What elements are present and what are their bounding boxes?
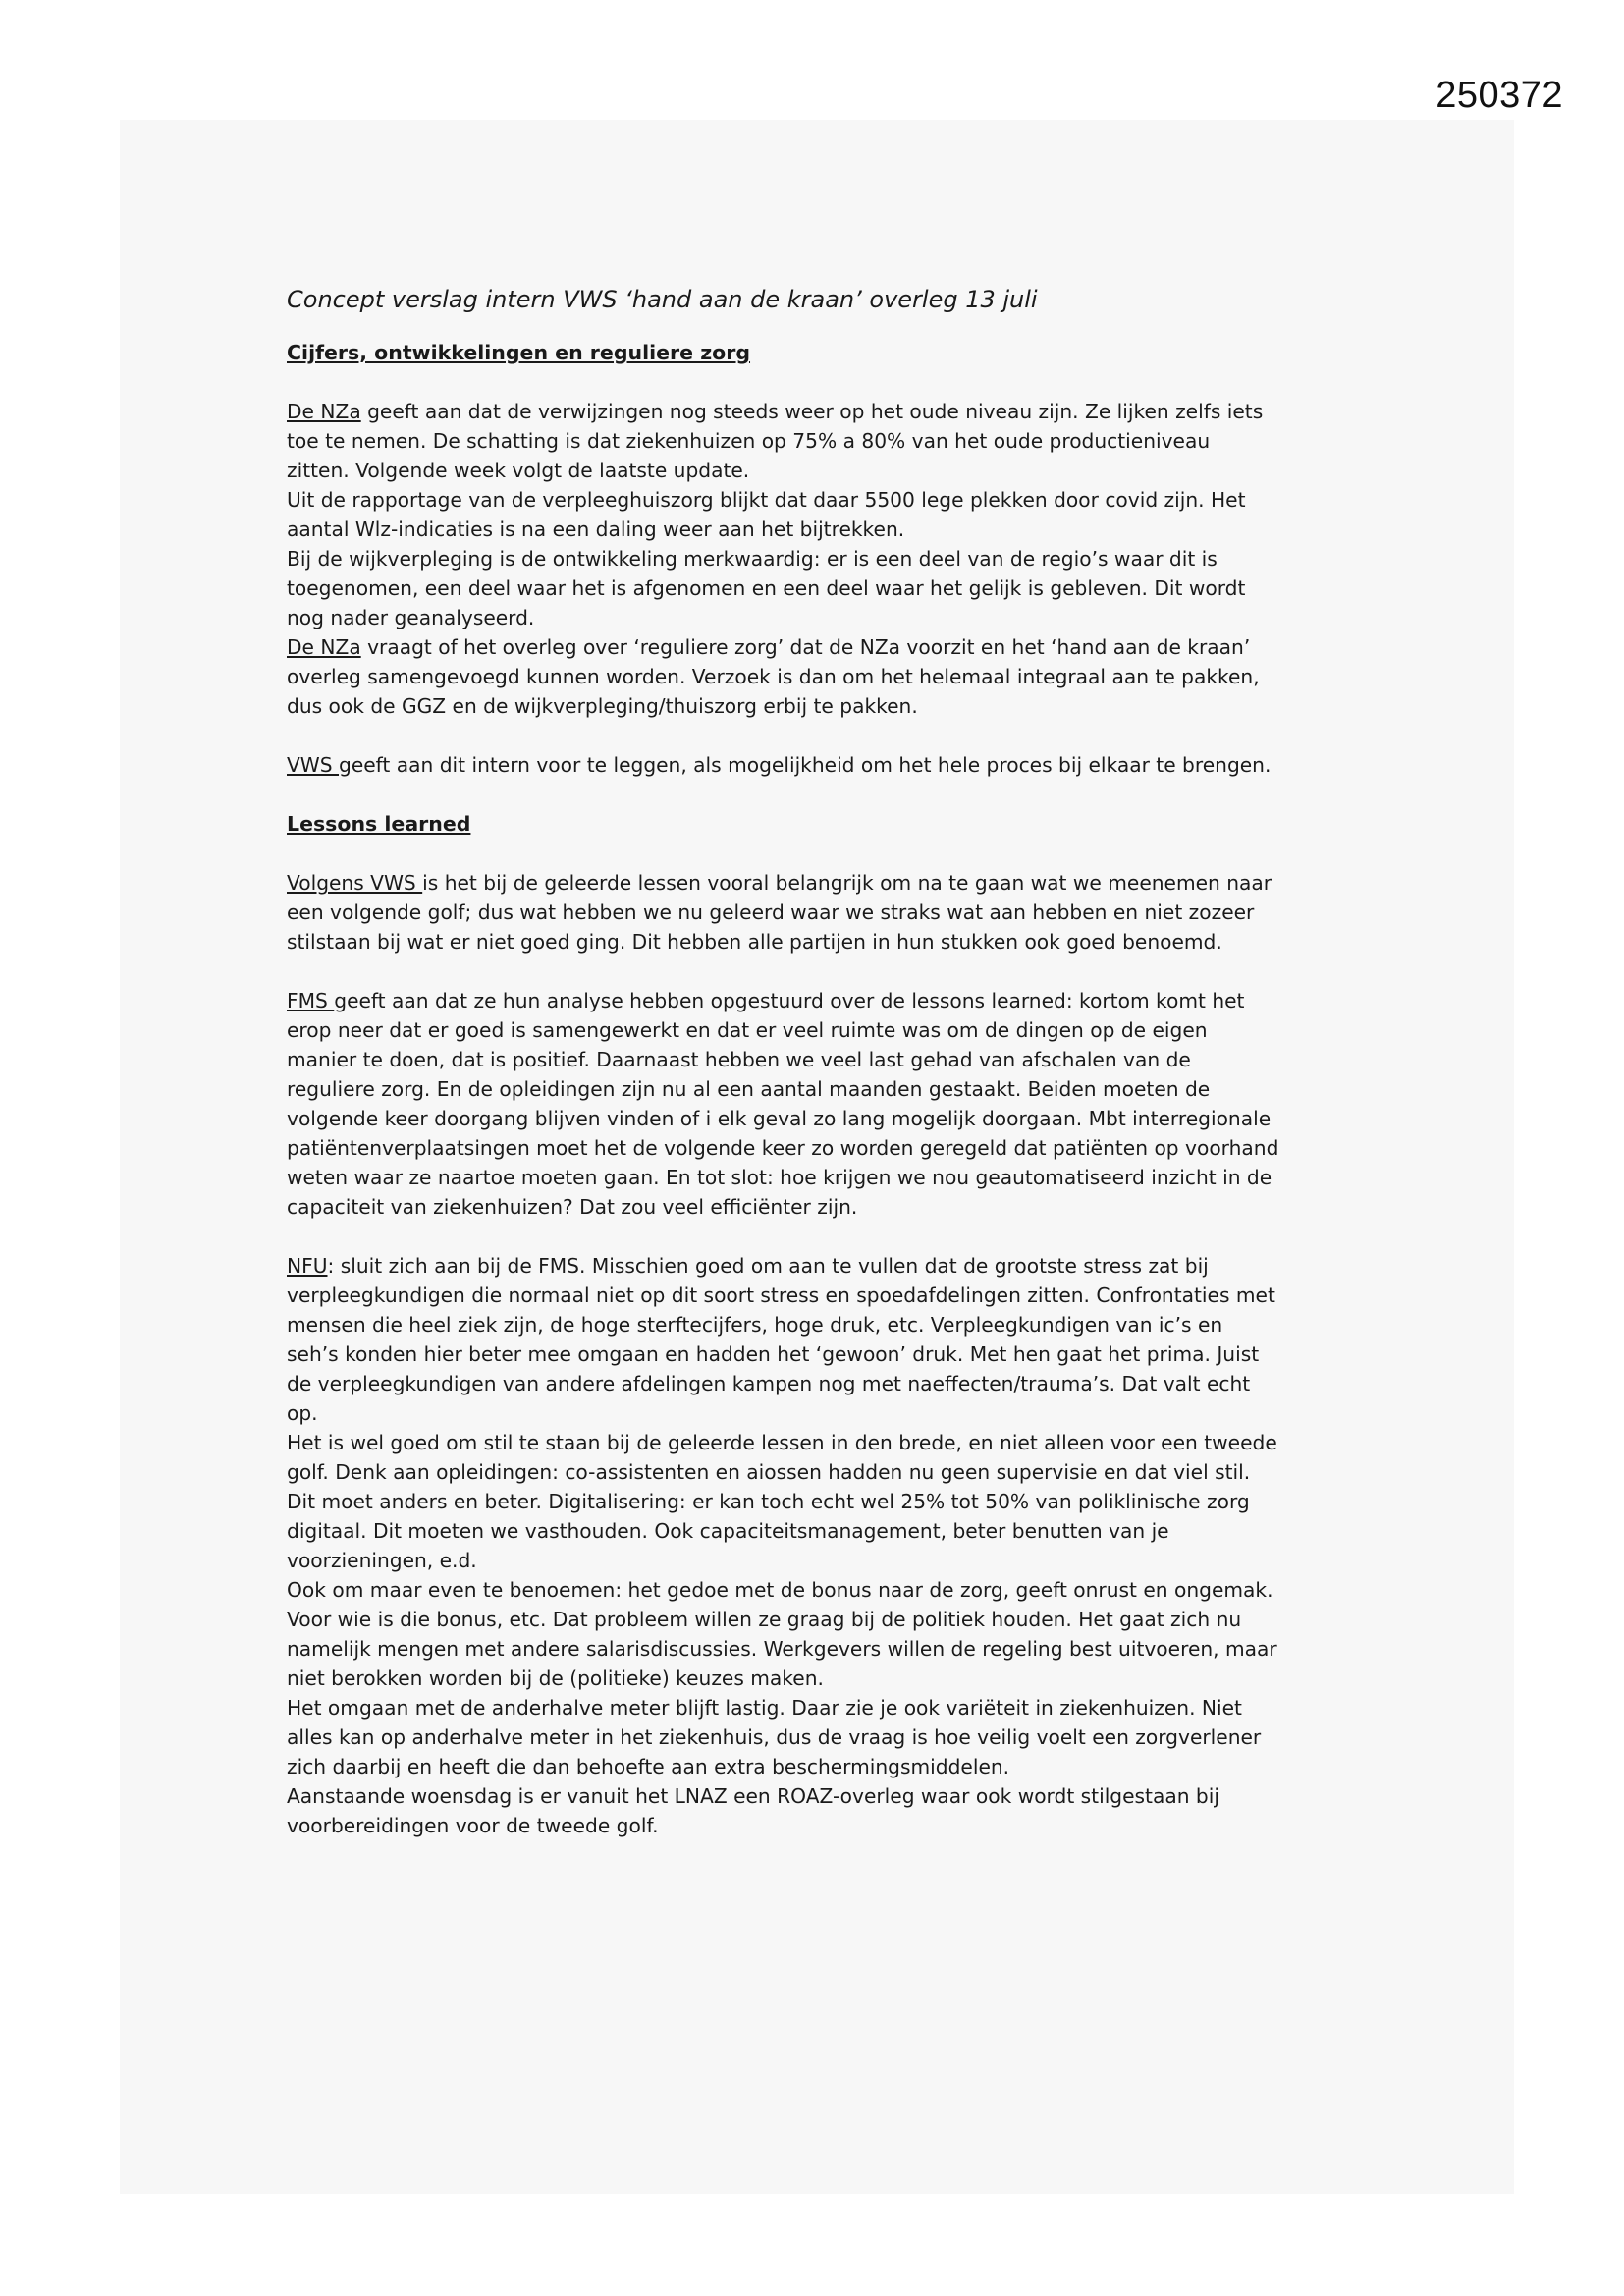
paragraph-text: is het bij de geleerde lessen vooral belangrijk om na te gaan wat we meenemen naar een volgende golf; dus wat hebben we nu geleerd waar we straks wat aan hebben en niet zozeer stilstaan bij wat er niet goed ging. Dit hebben alle partijen in hun stukken ook goed benoemd. — [287, 871, 1272, 954]
section-heading-lessons: Lessons learned — [287, 812, 471, 836]
paragraph-nfu — [287, 1251, 1357, 1840]
speaker-label: VWS — [287, 753, 340, 777]
paragraph-text: geeft aan dit intern voor te leggen, als mogelijkheid om het hele proces bij elkaar te brengen. — [339, 753, 1272, 777]
paragraph-nza-overleg — [287, 632, 1357, 721]
paragraph-text: vraagt of het overleg over ‘reguliere zorg’ dat de NZa voorzit en het ‘hand aan de kraan’ overleg samengevoegd kunnen worden. Verzoek is dan om het helemaal integraal aan te pakken, dus ook de GGZ en de wijkverpleging/thuiszorg erbij te pakken. — [287, 635, 1260, 718]
speaker-label: De NZa — [287, 635, 361, 659]
paragraph-text: geeft aan dat ze hun analyse hebben opgestuurd over de lessons learned: kortom komt het erop neer dat er goed is samengewerkt en dat er veel ruimte was om de dingen op de eigen manier te doen, dat is positief. Daarnaast hebben we veel last gehad van afschalen van de reguliere zorg. En de opleidingen zijn nu al een aantal maanden gestaakt. Beiden moeten de volgende keer doorgang blijven vinden of i elk geval zo lang mogelijk doorgaan. Mbt interregionale patiëntenverplaatsingen moet het de volgende keer zo worden geregeld dat patiënten op voorhand weten waar ze naartoe moeten gaan. En tot slot: hoe krijgen we nou geautomatiseerd inzicht in de capaciteit van ziekenhuizen? Dat zou veel efficiënter zijn. — [287, 989, 1279, 1219]
document-title: Concept verslag intern VWS ‘hand aan de kraan’ overleg 13 juli — [287, 286, 1038, 313]
paragraph-text: : sluit zich aan bij de FMS. Misschien goed om aan te vullen dat de grootste stress zat bij verpleegkundigen die normaal niet op dit soort stress en spoedafdelingen zitten. Confrontaties met mensen die heel ziek zijn, de hoge sterftecijfers, hoge druk, etc. Verpleegkundigen van ic’s en seh’s konden hier beter mee omgaan en hadden het ‘gewoon’ druk. Met hen gaat het prima. Juist de verpleegkundigen van andere afdelingen kampen nog met naeffecten/trauma’s. Dat valt echt op. Het is wel goed om stil te staan bij de geleerde lessen in den brede, en niet alleen voor een tweede golf. Denk aan opleidingen: co-assistenten en aiossen hadden nu geen supervisie en dat viel stil. Dit moet anders en beter. Digitalisering: er kan toch echt wel 25% tot 50% van poliklinische zorg digitaal. Dit moeten we vasthouden. Ook capaciteitsmanagement, beter benutten van je voorzieningen, e.d. Ook om maar even te benoemen: het gedoe met de bonus naar de zorg, geeft onrust en ongemak. Voor wie is die bonus, etc. Dat probleem willen ze graag bij de politiek houden. Het gaat zich nu namelijk mengen met andere salarisdiscussies. Werkgevers willen de regeling best uitvoeren, maar niet berokken worden bij de (politieke) keuzes maken. Het omgaan met de anderhalve meter blijft lastig. Daar zie je ook variëteit in ziekenhuizen. Niet alles kan op anderhalve meter in het ziekenhuis, dus de vraag is hoe veilig voelt een zorgverlener zich daarbij en heeft die dan behoefte aan extra beschermingsmiddelen. Aanstaande woensdag is er vanuit het LNAZ een ROAZ-overleg waar ook wordt stilgestaan bij voorbereidingen voor de tweede golf. — [287, 1254, 1277, 1837]
section-heading-cijfers: Cijfers, ontwikkelingen en reguliere zorg — [287, 341, 751, 364]
speaker-label: FMS — [287, 989, 335, 1012]
paragraph-volgens-vws — [287, 868, 1357, 957]
paragraph-nza-verwijzingen — [287, 397, 1357, 632]
paragraph-fms — [287, 986, 1357, 1222]
document-number: 250372 — [1435, 75, 1563, 116]
paragraph-text: geeft aan dat de verwijzingen nog steeds weer op het oude niveau zijn. Ze lijken zelfs iets toe te nemen. De schatting is dat ziekenhuizen op 75% a 80% van het oude productieniveau zitten. Volgende week volgt de laatste update. Uit de rapportage van de verpleeghuiszorg blijkt dat daar 5500 lege plekken door covid zijn. Het aantal Wlz-indicaties is na een daling weer aan het bijtrekken. Bij de wijkverpleging is de ontwikkeling merkwaardig: er is een deel van de regio’s waar dit is toegenomen, een deel waar het is afgenomen en een deel waar het gelijk is gebleven. Dit wordt nog nader geanalyseerd. — [287, 400, 1264, 629]
speaker-label: NFU — [287, 1254, 328, 1278]
speaker-label: Volgens VWS — [287, 871, 423, 895]
document-body — [287, 283, 1357, 1840]
paragraph-vws-intern — [287, 750, 1357, 780]
speaker-label: De NZa — [287, 400, 361, 423]
